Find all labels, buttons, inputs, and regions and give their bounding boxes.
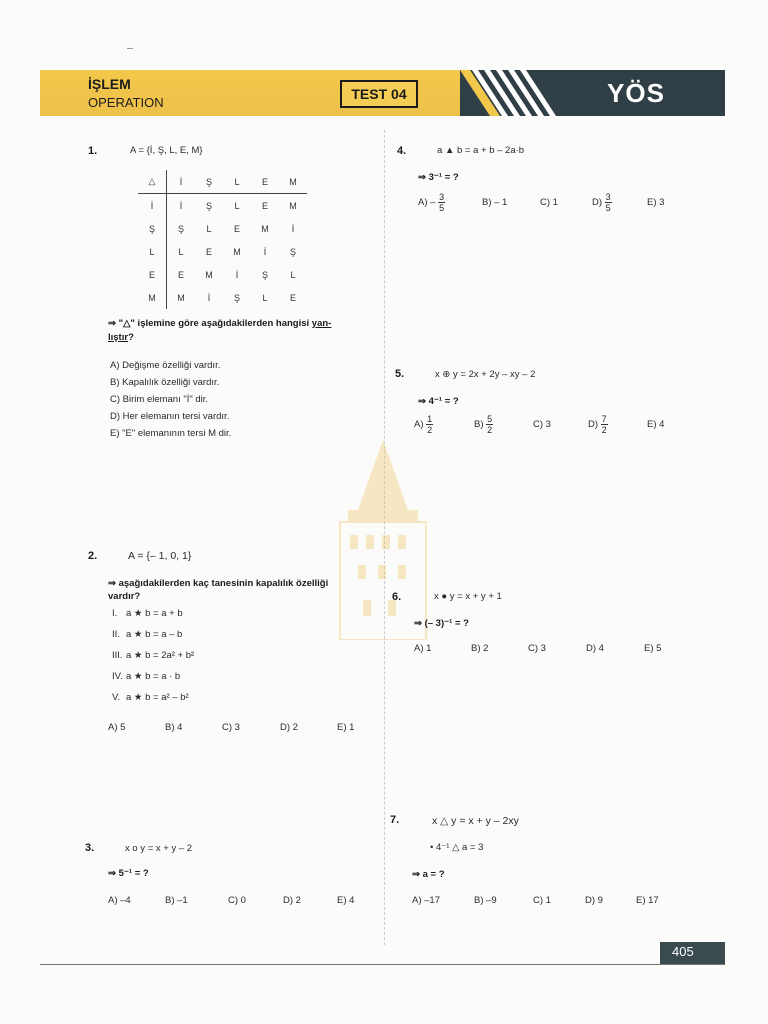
question-2-option-a[interactable]: A) 5 bbox=[108, 722, 126, 733]
question-7-prompt: ⇒ a = ? bbox=[412, 869, 445, 880]
question-4-option-a[interactable] bbox=[418, 192, 445, 213]
question-6-option-c[interactable]: C) 3 bbox=[528, 643, 546, 654]
fraction-numerator: 3 bbox=[605, 192, 611, 202]
question-3-option-d[interactable]: D) 2 bbox=[283, 895, 301, 906]
item-numeral: V. bbox=[112, 692, 121, 703]
question-3-number: 3. bbox=[85, 842, 95, 854]
operation-table-cell: Ş bbox=[177, 223, 184, 234]
question-3-prompt: ⇒ 5⁻¹ = ? bbox=[108, 868, 149, 879]
question-1-prompt-underlined-2: lıştır bbox=[108, 332, 129, 343]
item-numeral: IV. bbox=[112, 671, 123, 682]
operation-table-row bbox=[138, 263, 307, 286]
question-3-option-a[interactable]: A) –4 bbox=[108, 895, 131, 906]
fraction-denominator: 5 bbox=[439, 203, 445, 213]
fraction-denominator: 2 bbox=[427, 425, 433, 435]
question-1-set: A = {İ, Ş, L, E, M} bbox=[130, 145, 203, 156]
operation-table-cell: E bbox=[233, 223, 240, 234]
question-6-option-e[interactable]: E) 5 bbox=[644, 643, 662, 654]
question-2-option-d[interactable]: D) 2 bbox=[280, 722, 298, 733]
star-icon: ★ bbox=[131, 650, 146, 661]
section-title: İŞLEM bbox=[88, 76, 131, 92]
operation-table-row bbox=[138, 194, 307, 218]
page-header bbox=[40, 70, 725, 116]
question-4-def-pre: a bbox=[437, 145, 443, 156]
operation-table-cell: △ bbox=[138, 170, 167, 194]
question-1-prompt-text: ⇒ "△" işlemine göre aşağıdakilerden hangisi bbox=[108, 318, 310, 329]
question-1-prompt-underlined: yan- bbox=[311, 318, 332, 329]
question-4-option-e[interactable]: E) 3 bbox=[647, 197, 665, 208]
question-5-option-c[interactable]: C) 3 bbox=[533, 419, 551, 430]
question-5-option-e[interactable]: E) 4 bbox=[647, 419, 665, 430]
question-2-item bbox=[112, 671, 180, 682]
question-5-option-a[interactable] bbox=[414, 414, 433, 435]
question-1-option-c[interactable]: C) Birim elemanı "İ" dir. bbox=[110, 394, 209, 405]
operation-table-cell: L bbox=[138, 240, 167, 263]
question-2-number: 2. bbox=[88, 550, 98, 562]
operation-table-cell: İ bbox=[207, 292, 211, 303]
question-6-definition bbox=[434, 591, 502, 602]
question-4-option-d[interactable] bbox=[592, 192, 612, 213]
item-operand: a bbox=[126, 608, 132, 619]
fraction bbox=[605, 192, 612, 213]
question-6-def-post: y = x + y + 1 bbox=[449, 591, 502, 602]
question-7-option-a[interactable]: A) –17 bbox=[412, 895, 440, 906]
operation-table-cell: M bbox=[289, 200, 297, 211]
item-operand: a bbox=[126, 671, 132, 682]
question-7-option-e[interactable]: E) 17 bbox=[636, 895, 659, 906]
star-icon: ★ bbox=[131, 608, 146, 619]
question-3-option-c[interactable]: C) 0 bbox=[228, 895, 246, 906]
operation-table-cell: Ş bbox=[205, 200, 212, 211]
question-2-prompt-line2: vardır? bbox=[108, 591, 141, 602]
item-numeral: II. bbox=[112, 629, 120, 640]
galata-tower-watermark bbox=[318, 440, 448, 640]
question-4-option-b[interactable]: B) – 1 bbox=[482, 197, 508, 208]
operation-table-cell: M bbox=[205, 269, 213, 280]
operation-table-cell: E bbox=[289, 292, 296, 303]
question-6-def-pre: x bbox=[434, 591, 439, 602]
operation-table-cell: İ bbox=[179, 200, 183, 211]
fraction-denominator: 5 bbox=[605, 203, 611, 213]
question-2-item bbox=[112, 650, 194, 661]
fraction bbox=[601, 414, 608, 435]
operation-table-cell: Ş bbox=[195, 170, 223, 194]
operation-table-row bbox=[138, 217, 307, 240]
fraction-numerator: 5 bbox=[487, 414, 493, 424]
question-6-prompt: ⇒ (– 3)⁻¹ = ? bbox=[414, 618, 469, 629]
question-4-option-c[interactable]: C) 1 bbox=[540, 197, 558, 208]
fraction-denominator: 2 bbox=[601, 425, 607, 435]
question-1-option-b[interactable]: B) Kapalılık özelliği vardır. bbox=[110, 377, 220, 388]
question-6-option-d[interactable]: D) 4 bbox=[586, 643, 604, 654]
operation-table-cell: L bbox=[206, 223, 212, 234]
item-expression: b = a + b bbox=[145, 608, 183, 619]
operation-table-cell: İ bbox=[291, 223, 295, 234]
question-2-option-b[interactable]: B) 4 bbox=[165, 722, 183, 733]
question-7-option-b[interactable]: B) –9 bbox=[474, 895, 497, 906]
question-1-number: 1. bbox=[88, 145, 98, 157]
fraction bbox=[426, 414, 433, 435]
operation-table-cell: Ş bbox=[138, 217, 167, 240]
fraction-numerator: 7 bbox=[601, 414, 607, 424]
question-2-option-e[interactable]: E) 1 bbox=[337, 722, 355, 733]
operation-table-cell: İ bbox=[167, 170, 196, 194]
question-1-option-a[interactable]: A) Değişme özelliği vardır. bbox=[110, 360, 221, 371]
question-4-option-a-label: A) – bbox=[418, 197, 436, 209]
question-7-option-c[interactable]: C) 1 bbox=[533, 895, 551, 906]
question-5-option-d-label: D) bbox=[588, 419, 599, 431]
item-operand: a bbox=[126, 692, 132, 703]
question-1-prompt-end: ? bbox=[128, 332, 134, 343]
filled-circle-icon: ● bbox=[441, 591, 448, 602]
operation-table-cell: Ş bbox=[261, 269, 268, 280]
operation-table-cell: İ bbox=[235, 269, 239, 280]
question-3-option-b[interactable]: B) –1 bbox=[165, 895, 188, 906]
question-4-definition bbox=[437, 145, 524, 156]
question-2-item bbox=[112, 608, 183, 619]
question-1-prompt bbox=[108, 318, 331, 329]
question-5-prompt: ⇒ 4⁻¹ = ? bbox=[418, 396, 459, 407]
question-4-option-d-label: D) bbox=[592, 197, 603, 209]
question-2-prompt-line1: ⇒ aşağıdakilerden kaç tanesinin kapalılık özelliği bbox=[108, 578, 329, 589]
section-subtitle: OPERATION bbox=[88, 95, 164, 110]
operation-table-cell: E bbox=[261, 200, 268, 211]
header-stripes-decoration bbox=[460, 70, 580, 116]
question-6-option-a[interactable]: A) 1 bbox=[414, 643, 432, 654]
question-1-option-e[interactable]: E) "E" elemanının tersi M dir. bbox=[110, 428, 232, 439]
question-5-number: 5. bbox=[395, 368, 405, 380]
operation-table-cell: L bbox=[290, 269, 296, 280]
question-3-definition: x o y = x + y – 2 bbox=[125, 843, 193, 854]
question-5-definition: x ⊕ y = 2x + 2y – xy – 2 bbox=[435, 369, 536, 380]
question-2-set: A = {– 1, 0, 1} bbox=[128, 550, 192, 562]
question-6-option-b[interactable]: B) 2 bbox=[471, 643, 489, 654]
operation-table-cell: L bbox=[178, 246, 184, 257]
operation-table-cell: L bbox=[262, 292, 268, 303]
operation-table-cell: İ bbox=[263, 246, 267, 257]
item-expression: b = 2a² + b² bbox=[145, 650, 195, 661]
item-expression: b = a – b bbox=[145, 629, 183, 640]
operation-table-cell: E bbox=[177, 269, 184, 280]
operation-table-cell: Ş bbox=[233, 292, 240, 303]
question-4-number: 4. bbox=[397, 145, 407, 157]
fraction bbox=[438, 192, 445, 213]
operation-table-cell: M bbox=[261, 223, 269, 234]
star-icon: ★ bbox=[131, 671, 146, 682]
item-expression: b = a² – b² bbox=[145, 692, 189, 703]
operation-table-cell: Ş bbox=[289, 246, 296, 257]
question-5-option-d[interactable] bbox=[588, 414, 608, 435]
fraction bbox=[486, 414, 493, 435]
question-5-option-b[interactable] bbox=[474, 414, 493, 435]
star-icon: ★ bbox=[131, 692, 146, 703]
operation-table-cell: İ bbox=[138, 194, 167, 218]
operation-table-row bbox=[138, 170, 307, 194]
filled-triangle-icon: ▲ bbox=[444, 145, 455, 156]
question-2-option-c[interactable]: C) 3 bbox=[222, 722, 240, 733]
question-7-definition: x △ y = x + y – 2xy bbox=[432, 815, 519, 827]
item-expression: b = a · b bbox=[145, 671, 181, 682]
question-6-number: 6. bbox=[392, 591, 402, 603]
question-1-prompt-line2 bbox=[108, 332, 134, 343]
question-5-option-b-label: B) bbox=[474, 419, 484, 431]
question-2-item bbox=[112, 629, 182, 640]
brand-logo: YÖS bbox=[607, 78, 665, 108]
question-3-option-e[interactable]: E) 4 bbox=[337, 895, 355, 906]
operation-table-cell: M bbox=[233, 246, 241, 257]
question-4-def-post: b = a + b – 2a·b bbox=[456, 145, 525, 156]
operation-table-row bbox=[138, 240, 307, 263]
question-7-number: 7. bbox=[390, 814, 400, 826]
question-5-option-a-label: A) bbox=[414, 419, 424, 431]
operation-table-cell: M bbox=[279, 170, 307, 194]
operation-table-cell: E bbox=[138, 263, 167, 286]
fraction-numerator: 3 bbox=[439, 192, 445, 202]
question-7-option-d[interactable]: D) 9 bbox=[585, 895, 603, 906]
item-operand: a bbox=[126, 629, 132, 640]
operation-table-cell: E bbox=[205, 246, 212, 257]
page-number: 405 bbox=[672, 944, 694, 959]
star-icon: ★ bbox=[131, 629, 146, 640]
question-2-item bbox=[112, 692, 189, 703]
corner-mark bbox=[127, 48, 133, 49]
item-operand: a bbox=[126, 650, 132, 661]
operation-table-cell: M bbox=[177, 292, 185, 303]
operation-table-row bbox=[138, 286, 307, 309]
fraction-numerator: 1 bbox=[427, 414, 433, 424]
operation-table-cell: E bbox=[251, 170, 279, 194]
operation-table-cell: L bbox=[223, 170, 251, 194]
item-numeral: III. bbox=[112, 650, 123, 661]
question-7-condition: • 4⁻¹ △ a = 3 bbox=[430, 842, 484, 853]
fraction-denominator: 2 bbox=[487, 425, 493, 435]
item-numeral: I. bbox=[112, 608, 118, 619]
operation-table-cell: M bbox=[138, 286, 167, 309]
test-label: TEST 04 bbox=[340, 80, 418, 108]
operation-table-cell: L bbox=[234, 200, 240, 211]
footer-rule bbox=[40, 964, 725, 965]
question-4-prompt: ⇒ 3⁻¹ = ? bbox=[418, 172, 459, 183]
operation-table bbox=[138, 170, 307, 309]
question-1-option-d[interactable]: D) Her elemanın tersi vardır. bbox=[110, 411, 230, 422]
